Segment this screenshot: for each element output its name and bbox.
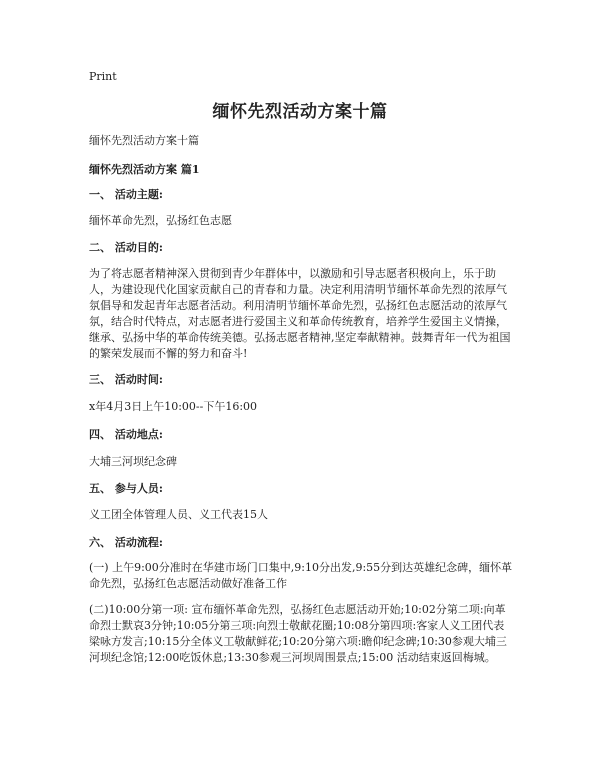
section-heading-process: 六、 活动流程: (89, 536, 163, 549)
section-body-theme: 缅怀革命先烈，弘扬红色志愿 (89, 214, 232, 227)
section-heading-participants: 五、 参与人员: (89, 482, 163, 495)
section-body-participants: 义工团全体管理人员、义工代表15人 (89, 508, 268, 521)
section-heading-theme: 一、 活动主题: (89, 188, 163, 201)
part-heading: 缅怀先烈活动方案 篇1 (89, 163, 200, 176)
section-body-process: (一) 上午9:00分准时在华建市场门口集中,9:10分出发,9:55分到达英雄纪念碑，缅怀革命先烈，弘扬红色志愿活动做好准备工作 (89, 561, 513, 590)
page-title: 缅怀先烈活动方案十篇 (212, 102, 388, 122)
section-body-location: 大埔三河坝纪念碑 (89, 455, 177, 468)
section-heading-time: 三、 活动时间: (89, 373, 163, 386)
print-link[interactable]: Print (89, 70, 117, 83)
process-step-2: (二)10:00分第一项: 宣布缅怀革命先烈，弘扬红色志愿活动开始;10:02分第二项:向革命烈士默哀3分钟;10:05分第三项:向烈士敬献花圈;10:08分第四项:客家人义工团代表梁咏方发言;10:15分全体义工敬献鲜花;10:20分第六项:瞻仰纪念碑;10:30参观大埔三河坝纪念馆;12:00吃饭休息;13:30参观三河坝周围景点;15:00 活动结束返回梅城。 (89, 603, 507, 664)
section-body-purpose: 为了将志愿者精神深入贯彻到青少年群体中，以激励和引导志愿者积极向上，乐于助人，为建设现代化国家贡献自己的青春和力量。决定利用清明节缅怀革命先烈的浓厚气氛倡导和发起青年志愿者活动。利用清明节缅怀革命先烈，弘扬红色志愿活动的浓厚气氛，结合时代特点，对志愿者进行爱国主义和革命传统教育，培养学生爱国主义情操，继承、弘扬中华的革命传统美德。弘扬志愿者精神,坚定奉献精神。鼓舞青年一代为祖国的繁荣发展而不懈的努力和奋斗! (89, 267, 511, 360)
section-heading-purpose: 二、 活动目的: (89, 241, 163, 254)
section-body-time: x年4月3日上午10:00--下午16:00 (89, 400, 258, 413)
document-subtitle: 缅怀先烈活动方案十篇 (89, 134, 199, 147)
section-heading-location: 四、 活动地点: (89, 428, 163, 441)
